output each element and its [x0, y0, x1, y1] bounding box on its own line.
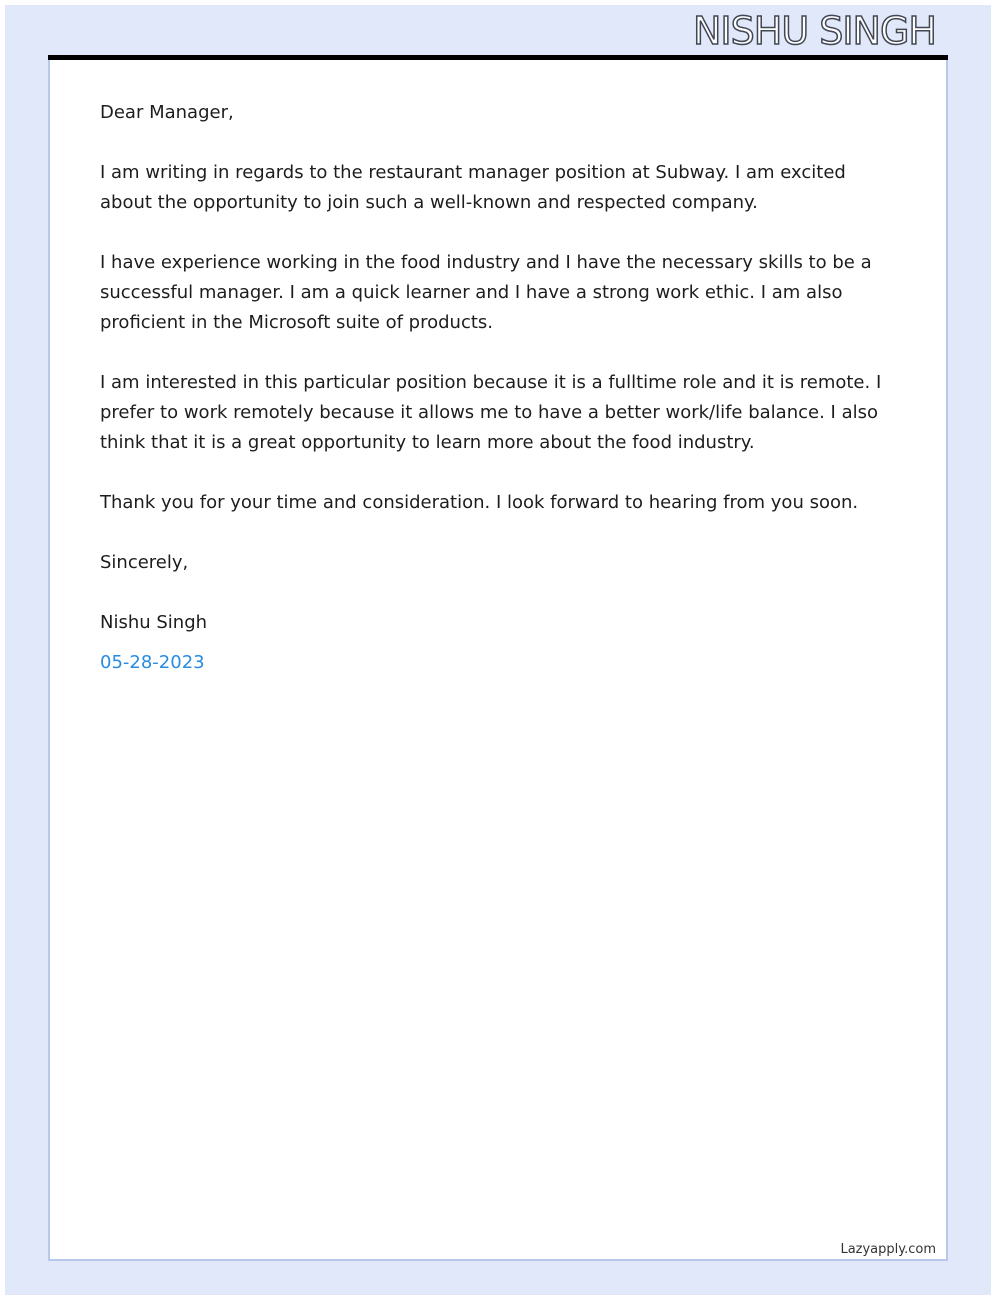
closing: Sincerely,	[100, 552, 189, 573]
letter-date: 05-28-2023	[100, 652, 205, 673]
letter-page	[48, 60, 948, 1261]
paragraph-experience: I have experience working in the food industry and I have the necessary skills to be a successful manager. I am a quick learner and I have a strong work ethic. I am also proficient in the Microsoft suite of products.	[100, 252, 872, 333]
header-name: NISHU SINGH	[693, 9, 936, 53]
salutation: Dear Manager,	[100, 102, 234, 123]
paragraph-interest: I am interested in this particular position because it is a fulltime role and it is remote. I prefer to work remotely because it allows me to have a better work/life balance. I also think that it is a great opportunity to learn more about the food industry.	[100, 372, 882, 453]
signature-name: Nishu Singh	[100, 612, 208, 633]
paragraph-intro: I am writing in regards to the restaurant manager position at Subway. I am excited about the opportunity to join such a well-known and respected company.	[100, 162, 846, 213]
paragraph-thanks: Thank you for your time and consideration. I look forward to hearing from you soon.	[100, 492, 859, 513]
letter-body	[100, 98, 900, 708]
watermark-text: Lazyapply.com	[840, 1242, 936, 1257]
